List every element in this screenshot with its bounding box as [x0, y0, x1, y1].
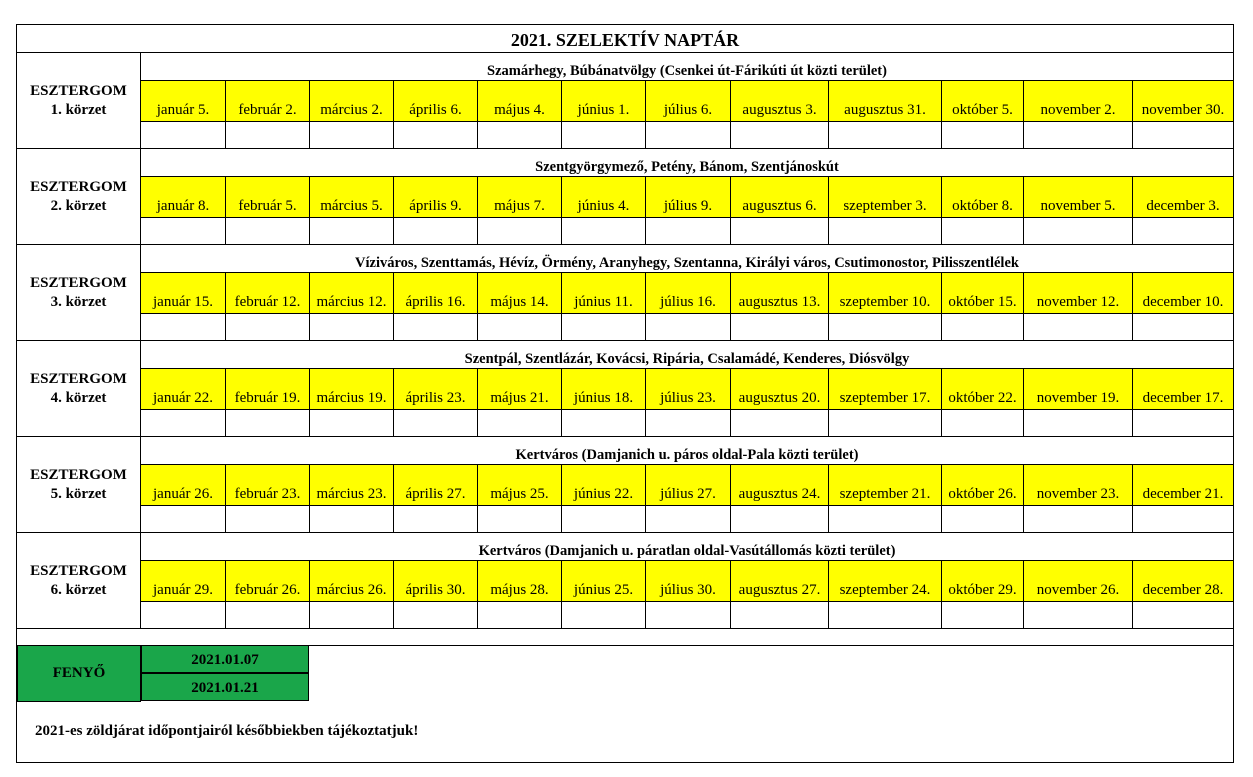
- district-area: Szamárhegy, Búbánatvölgy (Csenkei út-Fárikúti út közti terület): [141, 53, 1233, 81]
- collection-date-cell: január 15.: [141, 273, 226, 313]
- blank-cell: [478, 506, 562, 532]
- blank-row: [141, 313, 1233, 340]
- blank-cell: [141, 410, 226, 436]
- blank-cell: [942, 410, 1024, 436]
- collection-date-cell: december 21.: [1133, 465, 1233, 505]
- blank-cell: [562, 122, 646, 148]
- district-area: Szentpál, Szentlázár, Kovácsi, Ripária, Csalamádé, Kenderes, Diósvölgy: [141, 341, 1233, 369]
- collection-date-cell: június 22.: [562, 465, 646, 505]
- district-label: [17, 341, 141, 436]
- collection-dates-row: [141, 81, 1233, 121]
- blank-cell: [829, 314, 942, 340]
- fenyo-date-2: 2021.01.21: [141, 673, 309, 701]
- collection-date-cell: január 5.: [141, 81, 226, 121]
- collection-date-cell: június 4.: [562, 177, 646, 217]
- blank-cell: [141, 122, 226, 148]
- calendar-sheet: [16, 24, 1234, 763]
- blank-row: [141, 505, 1233, 532]
- collection-date-cell: november 26.: [1024, 561, 1133, 601]
- collection-date-cell: május 25.: [478, 465, 562, 505]
- collection-date-cell: szeptember 24.: [829, 561, 942, 601]
- collection-date-cell: július 27.: [646, 465, 731, 505]
- blank-cell: [1024, 314, 1133, 340]
- blank-cell: [731, 410, 829, 436]
- district-label: [17, 149, 141, 244]
- collection-date-cell: február 5.: [226, 177, 310, 217]
- collection-date-cell: június 11.: [562, 273, 646, 313]
- collection-date-cell: február 19.: [226, 369, 310, 409]
- collection-date-cell: június 25.: [562, 561, 646, 601]
- collection-date-cell: december 10.: [1133, 273, 1233, 313]
- collection-date-cell: május 4.: [478, 81, 562, 121]
- collection-date-cell: január 8.: [141, 177, 226, 217]
- blank-cell: [310, 506, 394, 532]
- collection-date-cell: november 12.: [1024, 273, 1133, 313]
- collection-dates-row: [141, 273, 1233, 313]
- collection-date-cell: október 15.: [942, 273, 1024, 313]
- blank-cell: [562, 218, 646, 244]
- district-number: 2. körzet: [50, 197, 107, 214]
- collection-date-cell: október 8.: [942, 177, 1024, 217]
- collection-date-cell: július 9.: [646, 177, 731, 217]
- collection-date-cell: április 27.: [394, 465, 478, 505]
- blank-row: [141, 121, 1233, 148]
- blank-cell: [141, 218, 226, 244]
- collection-date-cell: november 2.: [1024, 81, 1133, 121]
- blank-cell: [562, 602, 646, 628]
- district-block: [17, 437, 1233, 533]
- district-city: ESZTERGOM: [30, 370, 127, 387]
- blank-cell: [1024, 602, 1133, 628]
- collection-date-cell: május 28.: [478, 561, 562, 601]
- district-block: [17, 245, 1233, 341]
- collection-date-cell: november 23.: [1024, 465, 1133, 505]
- collection-date-cell: március 2.: [310, 81, 394, 121]
- collection-date-cell: június 1.: [562, 81, 646, 121]
- collection-date-cell: február 12.: [226, 273, 310, 313]
- blank-cell: [226, 218, 310, 244]
- collection-date-cell: szeptember 21.: [829, 465, 942, 505]
- collection-date-cell: július 6.: [646, 81, 731, 121]
- collection-date-cell: augusztus 24.: [731, 465, 829, 505]
- blank-cell: [942, 122, 1024, 148]
- blank-cell: [310, 410, 394, 436]
- blank-cell: [731, 506, 829, 532]
- blank-cell: [562, 314, 646, 340]
- district-area: Víziváros, Szenttamás, Hévíz, Örmény, Aranyhegy, Szentanna, Királyi város, Csutimonostor, Pilisszentlélek: [141, 245, 1233, 273]
- collection-date-cell: augusztus 3.: [731, 81, 829, 121]
- district-area: Szentgyörgymező, Petény, Bánom, Szentjánoskút: [141, 149, 1233, 177]
- collection-date-cell: október 26.: [942, 465, 1024, 505]
- collection-date-cell: május 21.: [478, 369, 562, 409]
- blank-cell: [646, 602, 731, 628]
- blank-cell: [646, 218, 731, 244]
- blank-cell: [1133, 506, 1233, 532]
- blank-cell: [141, 602, 226, 628]
- blank-cell: [731, 602, 829, 628]
- district-label: [17, 533, 141, 628]
- district-block: [17, 53, 1233, 149]
- collection-date-cell: augusztus 13.: [731, 273, 829, 313]
- blank-cell: [226, 122, 310, 148]
- collection-date-cell: április 23.: [394, 369, 478, 409]
- blank-row: [141, 409, 1233, 436]
- collection-date-cell: január 26.: [141, 465, 226, 505]
- collection-date-cell: szeptember 10.: [829, 273, 942, 313]
- collection-date-cell: január 22.: [141, 369, 226, 409]
- blank-cell: [731, 314, 829, 340]
- collection-date-cell: október 29.: [942, 561, 1024, 601]
- district-block: [17, 149, 1233, 245]
- district-label: [17, 53, 141, 148]
- blank-cell: [394, 122, 478, 148]
- blank-cell: [394, 506, 478, 532]
- collection-date-cell: július 16.: [646, 273, 731, 313]
- blank-cell: [1024, 506, 1133, 532]
- district-number: 6. körzet: [50, 581, 107, 598]
- blank-cell: [310, 602, 394, 628]
- blank-row: [141, 601, 1233, 628]
- blank-cell: [829, 602, 942, 628]
- blank-cell: [562, 410, 646, 436]
- district-block: [17, 533, 1233, 629]
- blank-cell: [829, 122, 942, 148]
- blank-cell: [942, 314, 1024, 340]
- collection-date-cell: február 2.: [226, 81, 310, 121]
- collection-date-cell: június 18.: [562, 369, 646, 409]
- collection-date-cell: augusztus 6.: [731, 177, 829, 217]
- blank-cell: [562, 506, 646, 532]
- district-area: Kertváros (Damjanich u. páratlan oldal-Vasútállomás közti terület): [141, 533, 1233, 561]
- blank-cell: [394, 602, 478, 628]
- collection-dates-row: [141, 561, 1233, 601]
- blank-cell: [141, 506, 226, 532]
- collection-date-cell: augusztus 27.: [731, 561, 829, 601]
- blank-cell: [310, 122, 394, 148]
- collection-date-cell: augusztus 20.: [731, 369, 829, 409]
- collection-date-cell: október 5.: [942, 81, 1024, 121]
- district-city: ESZTERGOM: [30, 274, 127, 291]
- collection-date-cell: augusztus 31.: [829, 81, 942, 121]
- blank-cell: [731, 122, 829, 148]
- blank-cell: [942, 218, 1024, 244]
- district-city: ESZTERGOM: [30, 82, 127, 99]
- green-route-note: 2021-es zöldjárat időpontjairól későbbiekben tájékoztatjuk!: [35, 723, 419, 739]
- collection-date-cell: szeptember 3.: [829, 177, 942, 217]
- district-area: Kertváros (Damjanich u. páros oldal-Pala közti terület): [141, 437, 1233, 465]
- collection-date-cell: március 12.: [310, 273, 394, 313]
- fenyo-date-1: 2021.01.07: [141, 645, 309, 673]
- collection-date-cell: május 14.: [478, 273, 562, 313]
- blank-cell: [646, 122, 731, 148]
- district-city: ESZTERGOM: [30, 562, 127, 579]
- collection-date-cell: április 9.: [394, 177, 478, 217]
- collection-date-cell: december 3.: [1133, 177, 1233, 217]
- blank-cell: [829, 410, 942, 436]
- blank-row: [141, 217, 1233, 244]
- blank-cell: [310, 314, 394, 340]
- blank-cell: [731, 218, 829, 244]
- blank-cell: [829, 218, 942, 244]
- collection-date-cell: március 5.: [310, 177, 394, 217]
- blank-cell: [394, 314, 478, 340]
- collection-date-cell: szeptember 17.: [829, 369, 942, 409]
- blank-cell: [310, 218, 394, 244]
- blank-cell: [1024, 410, 1133, 436]
- blank-cell: [646, 314, 731, 340]
- collection-date-cell: december 17.: [1133, 369, 1233, 409]
- blank-cell: [226, 410, 310, 436]
- blank-cell: [141, 314, 226, 340]
- district-number: 3. körzet: [50, 293, 107, 310]
- blank-cell: [478, 218, 562, 244]
- blank-cell: [226, 506, 310, 532]
- district-city: ESZTERGOM: [30, 178, 127, 195]
- collection-date-cell: december 28.: [1133, 561, 1233, 601]
- blank-cell: [1133, 410, 1233, 436]
- fenyo-label: FENYŐ: [17, 645, 141, 702]
- calendar-title: 2021. SZELEKTÍV NAPTÁR: [17, 25, 1233, 53]
- collection-dates-row: [141, 177, 1233, 217]
- collection-dates-row: [141, 369, 1233, 409]
- collection-date-cell: november 30.: [1133, 81, 1233, 121]
- collection-date-cell: március 23.: [310, 465, 394, 505]
- blank-cell: [226, 314, 310, 340]
- blank-cell: [829, 506, 942, 532]
- district-number: 1. körzet: [50, 101, 107, 118]
- district-number: 4. körzet: [50, 389, 107, 406]
- blank-cell: [1024, 122, 1133, 148]
- district-number: 5. körzet: [50, 485, 107, 502]
- blank-cell: [1133, 602, 1233, 628]
- collection-date-cell: február 23.: [226, 465, 310, 505]
- district-block: [17, 341, 1233, 437]
- blank-cell: [478, 602, 562, 628]
- blank-cell: [478, 314, 562, 340]
- collection-date-cell: május 7.: [478, 177, 562, 217]
- collection-date-cell: március 26.: [310, 561, 394, 601]
- collection-date-cell: április 6.: [394, 81, 478, 121]
- district-label: [17, 437, 141, 532]
- collection-date-cell: február 26.: [226, 561, 310, 601]
- blank-cell: [942, 602, 1024, 628]
- collection-date-cell: április 16.: [394, 273, 478, 313]
- blank-cell: [226, 602, 310, 628]
- blank-cell: [1133, 122, 1233, 148]
- collection-date-cell: július 23.: [646, 369, 731, 409]
- blank-cell: [394, 410, 478, 436]
- collection-date-cell: április 30.: [394, 561, 478, 601]
- blank-cell: [646, 410, 731, 436]
- collection-date-cell: november 19.: [1024, 369, 1133, 409]
- collection-date-cell: január 29.: [141, 561, 226, 601]
- collection-date-cell: október 22.: [942, 369, 1024, 409]
- blank-cell: [478, 122, 562, 148]
- blank-cell: [942, 506, 1024, 532]
- collection-dates-row: [141, 465, 1233, 505]
- blank-cell: [1133, 218, 1233, 244]
- collection-date-cell: november 5.: [1024, 177, 1133, 217]
- blank-cell: [1024, 218, 1133, 244]
- district-city: ESZTERGOM: [30, 466, 127, 483]
- blank-cell: [1133, 314, 1233, 340]
- blank-cell: [478, 410, 562, 436]
- collection-date-cell: március 19.: [310, 369, 394, 409]
- blank-cell: [394, 218, 478, 244]
- blank-cell: [646, 506, 731, 532]
- collection-date-cell: július 30.: [646, 561, 731, 601]
- district-label: [17, 245, 141, 340]
